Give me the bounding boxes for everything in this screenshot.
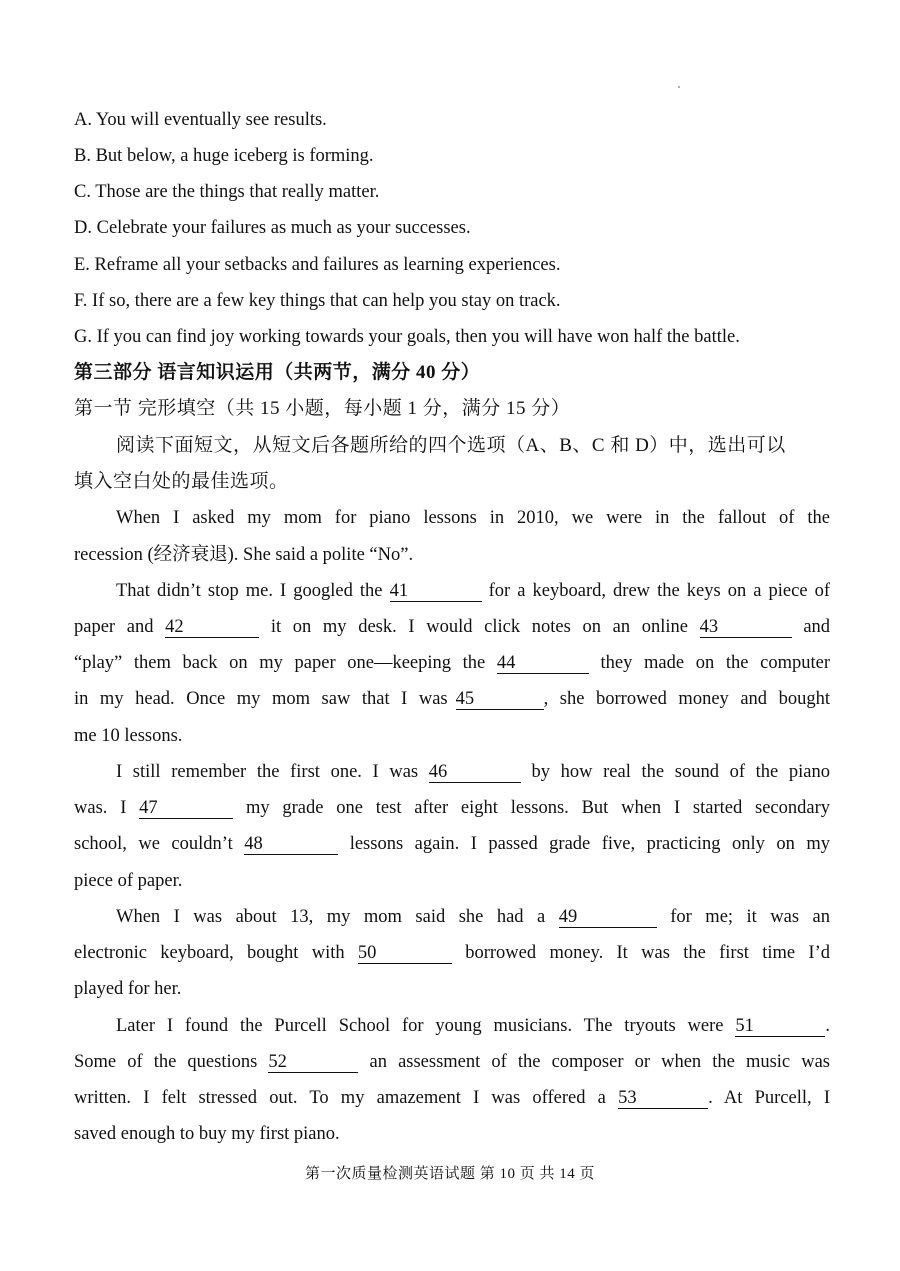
passage-text: lessons again. I passed grade five, practicing only on my: [349, 834, 830, 854]
passage-line: [74, 615, 830, 639]
passage-line: me 10 lessons.: [74, 726, 183, 746]
blank-44: 44: [497, 653, 589, 674]
passage-text: electronic keyboard, bought with: [74, 943, 345, 963]
blank-53: 53: [618, 1088, 708, 1109]
passage-line: [74, 1050, 830, 1074]
blank-52: 52: [268, 1052, 358, 1073]
passage-line: [74, 651, 830, 675]
blank-41: 41: [390, 581, 482, 602]
passage-text: paper and: [74, 617, 154, 637]
option-c: C. Those are the things that really matter.: [74, 182, 380, 202]
option-f: F. If so, there are a few key things that can help you stay on track.: [74, 291, 561, 311]
passage-line: [74, 832, 830, 856]
blank-50: 50: [358, 943, 452, 964]
scan-speck: [678, 86, 680, 88]
section-subtitle: 第一节 完形填空（共 15 小题，每小题 1 分，满分 15 分）: [74, 398, 571, 419]
passage-text: was. I: [74, 798, 127, 818]
blank-42: 42: [165, 617, 259, 638]
passage-text: , she borrowed money and bought: [543, 689, 830, 709]
page-footer: 第一次质量检测英语试题 第 10 页 共 14 页: [304, 1166, 595, 1182]
passage-text: Some of the questions: [74, 1052, 258, 1072]
blank-51: 51: [735, 1016, 825, 1037]
passage-text: my grade one test after eight lessons. But when I started secondary: [245, 798, 831, 818]
passage-text: school, we couldn’t: [74, 834, 233, 854]
passage-text: and: [803, 617, 831, 637]
passage-line: When I asked my mom for piano lessons in 2010, we were in the fallout of the: [116, 508, 830, 528]
passage-text: . At Purcell, I: [708, 1088, 830, 1108]
passage-text: borrowed money. It was the first time I’d: [465, 943, 831, 963]
passage-text: When I was about 13, my mom said she had a: [116, 907, 546, 927]
passage-line: [116, 905, 830, 929]
option-d: D. Celebrate your failures as much as your successes.: [74, 218, 471, 238]
passage-text: by how real the sound of the piano: [531, 762, 831, 782]
passage-text: for a keyboard, drew the keys on a piece of: [488, 581, 831, 601]
passage-line: [74, 1086, 830, 1110]
passage-line: [116, 1014, 830, 1038]
passage-text: an assessment of the composer or when the music was: [369, 1052, 831, 1072]
passage-text: .: [825, 1016, 831, 1036]
passage-text: it on my desk. I would click notes on an online: [270, 617, 688, 637]
passage-line: played for her.: [74, 979, 182, 999]
passage-line: [74, 687, 830, 711]
option-b: B. But below, a huge iceberg is forming.: [74, 146, 374, 166]
option-a: A. You will eventually see results.: [74, 110, 327, 130]
section-title: 第三部分 语言知识运用（共两节，满分 40 分）: [74, 362, 481, 383]
passage-text: That didn’t stop me. I googled the: [116, 581, 383, 601]
blank-48: 48: [244, 834, 338, 855]
passage-line: [74, 796, 830, 820]
blank-45: 45: [456, 689, 544, 710]
passage-text: for me; it was an: [670, 907, 831, 927]
passage-text: “play” them back on my paper one—keeping the: [74, 653, 486, 673]
option-e: E. Reframe all your setbacks and failures as learning experiences.: [74, 255, 561, 275]
passage-text: they made on the computer: [600, 653, 830, 673]
passage-line: piece of paper.: [74, 871, 183, 891]
blank-49: 49: [559, 907, 657, 928]
blank-46: 46: [429, 762, 521, 783]
instruction-line-1: 阅读下面短文，从短文后各题所给的四个选项（A、B、C 和 D）中，选出可以: [116, 435, 786, 456]
passage-line: recession (经济衰退). She said a polite “No”.: [74, 545, 414, 565]
blank-47: 47: [139, 798, 233, 819]
passage-line: [116, 579, 830, 603]
passage-line: [74, 941, 830, 965]
instruction-line-2: 填入空白处的最佳选项。: [74, 471, 289, 492]
passage-text: Later I found the Purcell School for young musicians. The tryouts were: [116, 1016, 724, 1036]
passage-line: [116, 760, 830, 784]
passage-text: written. I felt stressed out. To my amazement I was offered a: [74, 1088, 606, 1108]
option-g: G. If you can find joy working towards your goals, then you will have won half the battle.: [74, 327, 740, 347]
passage-line: saved enough to buy my first piano.: [74, 1124, 340, 1144]
passage-text: I still remember the first one. I was: [116, 762, 419, 782]
passage-text: in my head. Once my mom saw that I was: [74, 689, 448, 709]
blank-43: 43: [700, 617, 792, 638]
